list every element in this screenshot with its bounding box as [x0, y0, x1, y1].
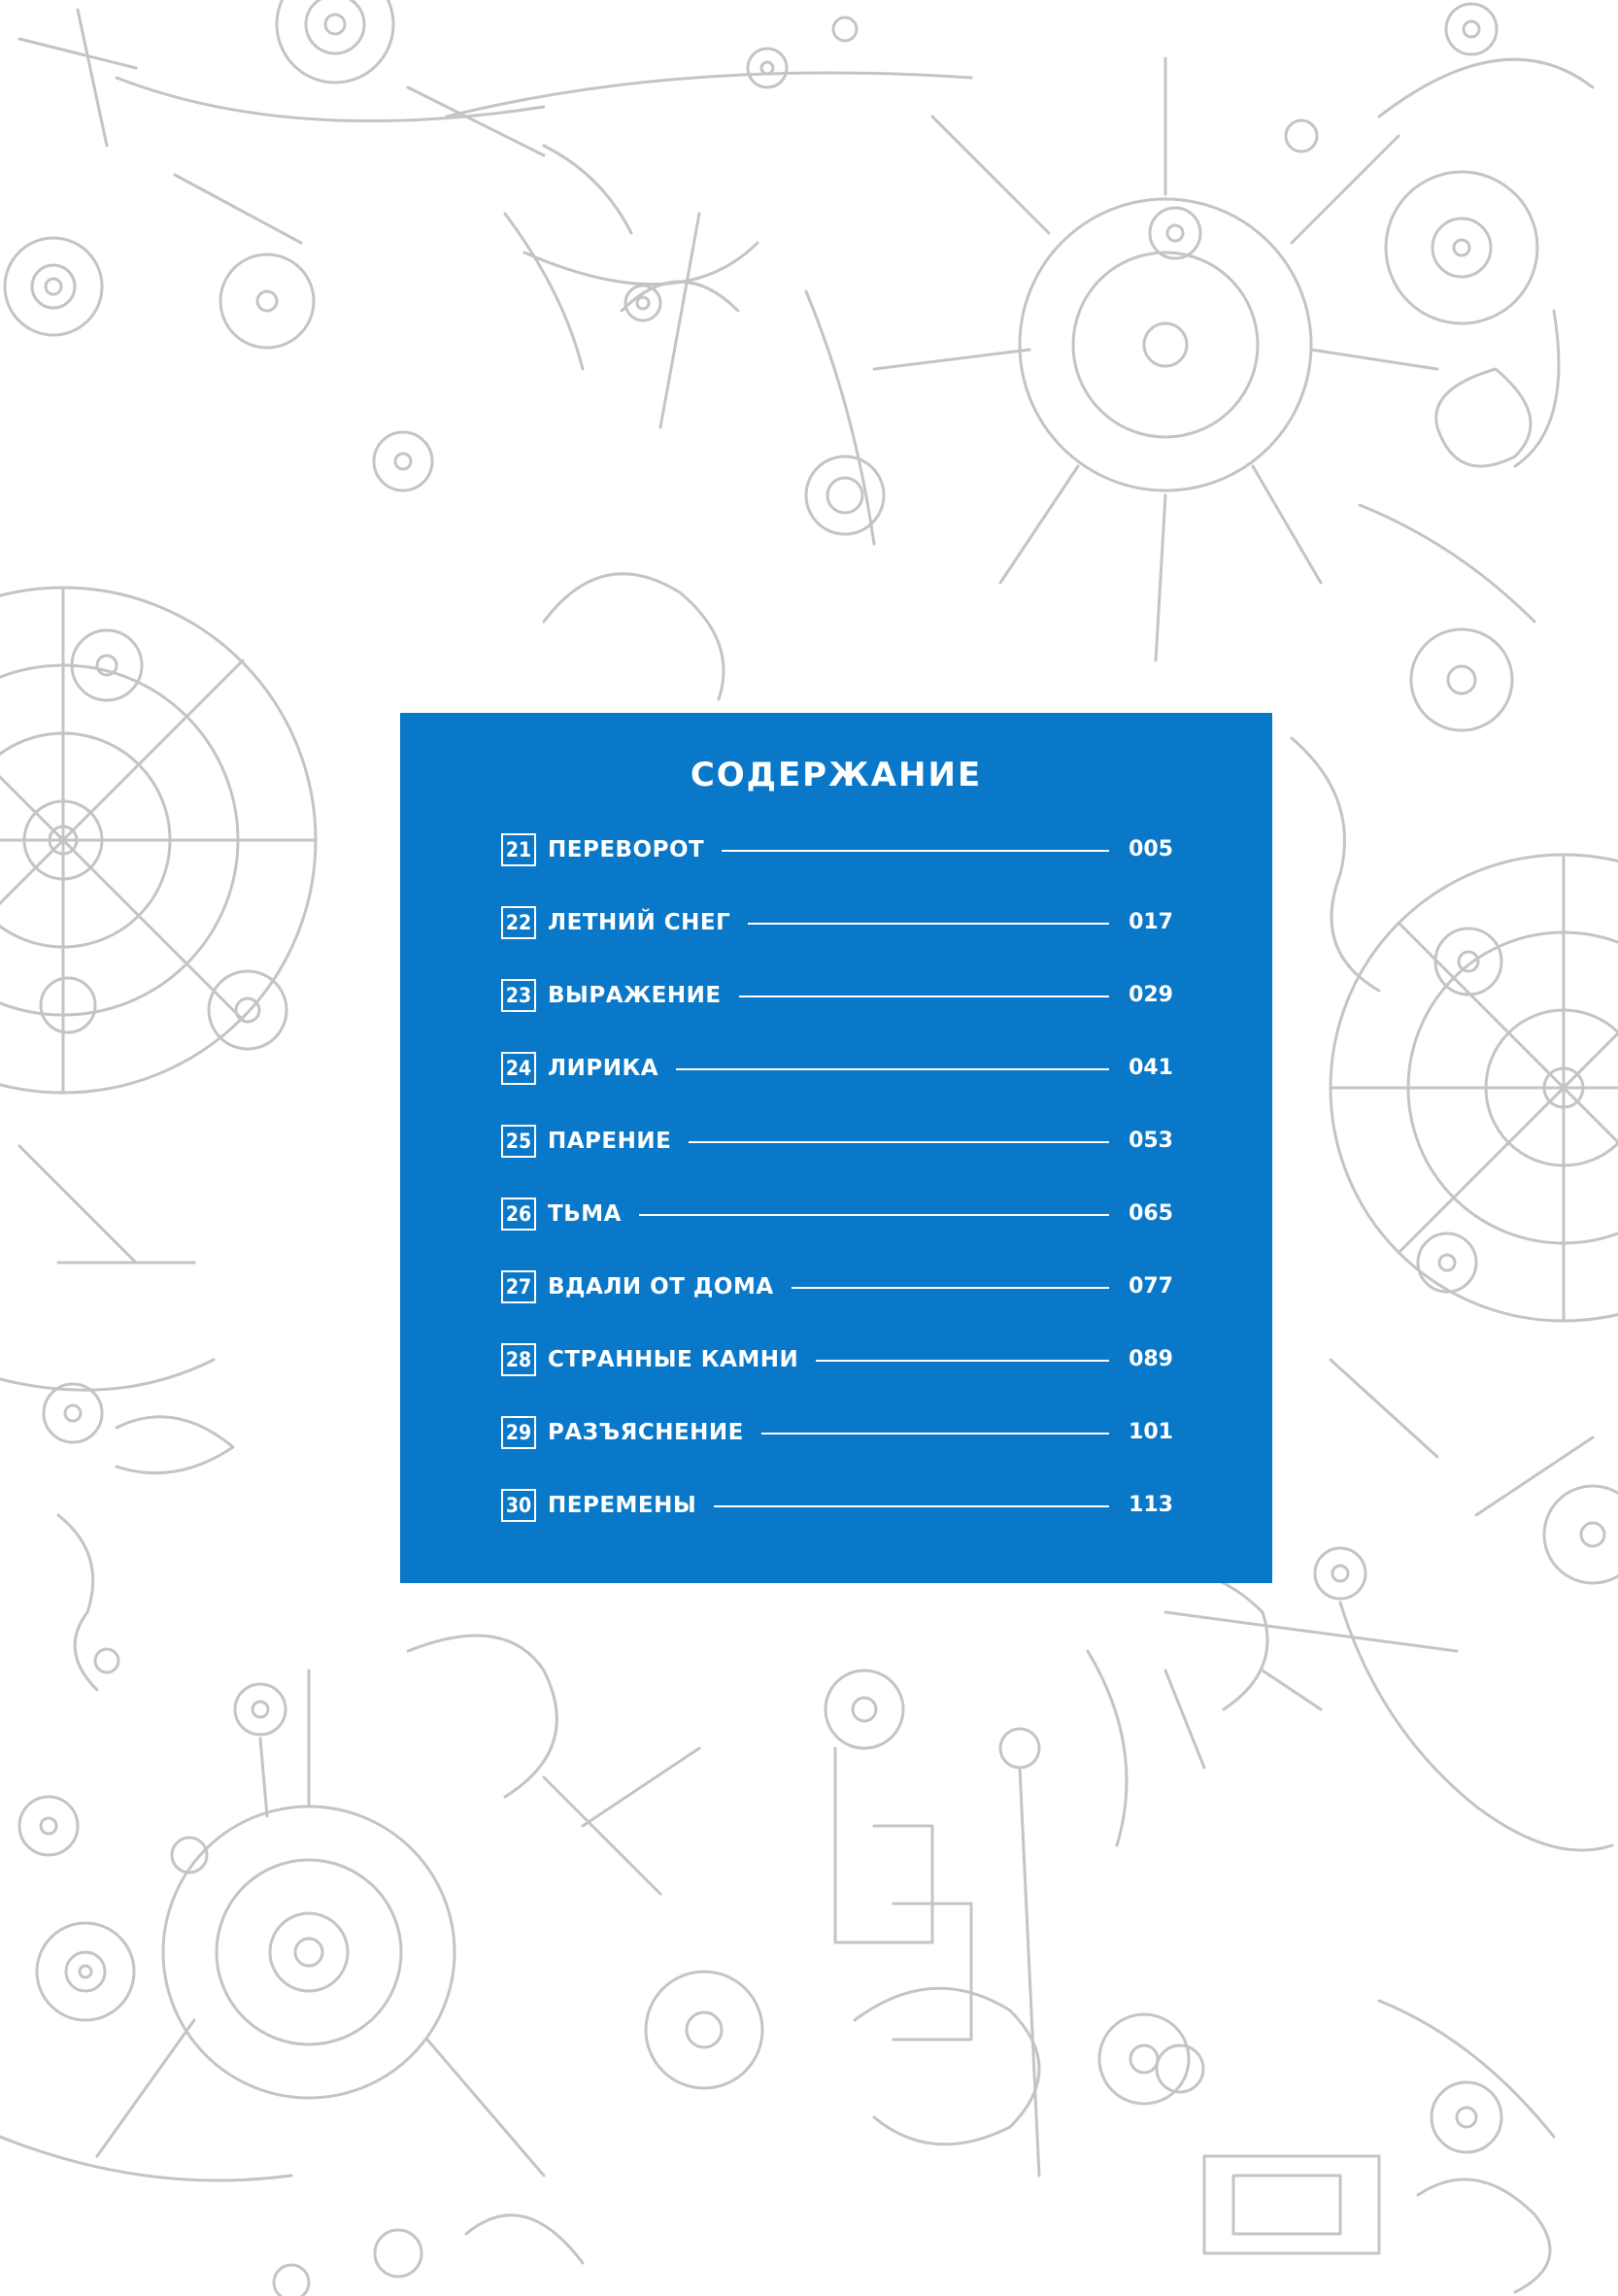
toc-entry[interactable]	[501, 833, 1173, 906]
leader-line	[722, 850, 1109, 852]
page-number: 005	[1129, 837, 1173, 861]
page-number: 029	[1129, 983, 1173, 1007]
chapter-number: 30	[501, 1489, 536, 1522]
chapter-title: СТРАННЫЕ КАМНИ	[548, 1347, 799, 1372]
page-number: 041	[1129, 1056, 1173, 1080]
chapter-number: 25	[501, 1125, 536, 1158]
chapter-number: 21	[501, 833, 536, 866]
chapter-title: ТЬМА	[548, 1201, 622, 1227]
table-of-contents-panel	[400, 713, 1272, 1583]
page-number: 017	[1129, 910, 1173, 934]
chapter-number: 26	[501, 1198, 536, 1231]
chapter-number: 29	[501, 1416, 536, 1449]
chapter-number: 23	[501, 979, 536, 1012]
toc-entry[interactable]	[501, 1270, 1173, 1343]
page-number: 089	[1129, 1347, 1173, 1371]
leader-line	[761, 1433, 1109, 1435]
toc-entry[interactable]	[501, 1489, 1173, 1562]
toc-list	[501, 833, 1173, 1562]
page-number: 053	[1129, 1129, 1173, 1153]
leader-line	[676, 1068, 1109, 1070]
chapter-title: ПАРЕНИЕ	[548, 1129, 672, 1154]
toc-entry[interactable]	[501, 979, 1173, 1052]
page-number: 101	[1129, 1420, 1173, 1444]
chapter-title: ВДАЛИ ОТ ДОМА	[548, 1274, 774, 1300]
chapter-title: ПЕРЕМЕНЫ	[548, 1493, 697, 1518]
chapter-title: ПЕРЕВОРОТ	[548, 837, 705, 862]
leader-line	[792, 1287, 1109, 1289]
toc-entry[interactable]	[501, 1416, 1173, 1489]
toc-entry[interactable]	[501, 1052, 1173, 1125]
toc-entry[interactable]	[501, 906, 1173, 979]
chapter-title: РАЗЪЯСНЕНИЕ	[548, 1420, 744, 1445]
chapter-number: 27	[501, 1270, 536, 1303]
chapter-title: ВЫРАЖЕНИЕ	[548, 983, 722, 1008]
leader-line	[714, 1505, 1109, 1507]
chapter-title: ЛИРИКА	[548, 1056, 659, 1081]
leader-line	[639, 1214, 1109, 1216]
leader-line	[689, 1141, 1109, 1143]
leader-line	[816, 1360, 1109, 1362]
toc-entry[interactable]	[501, 1343, 1173, 1416]
toc-entry[interactable]	[501, 1125, 1173, 1198]
toc-entry[interactable]	[501, 1198, 1173, 1270]
toc-title: СОДЕРЖАНИЕ	[690, 756, 983, 794]
leader-line	[748, 923, 1109, 925]
chapter-number: 28	[501, 1343, 536, 1376]
chapter-title: ЛЕТНИЙ СНЕГ	[548, 910, 731, 935]
leader-line	[739, 996, 1109, 997]
page-number: 113	[1129, 1493, 1173, 1517]
chapter-number: 24	[501, 1052, 536, 1085]
page-number: 077	[1129, 1274, 1173, 1299]
chapter-number: 22	[501, 906, 536, 939]
page-number: 065	[1129, 1201, 1173, 1226]
